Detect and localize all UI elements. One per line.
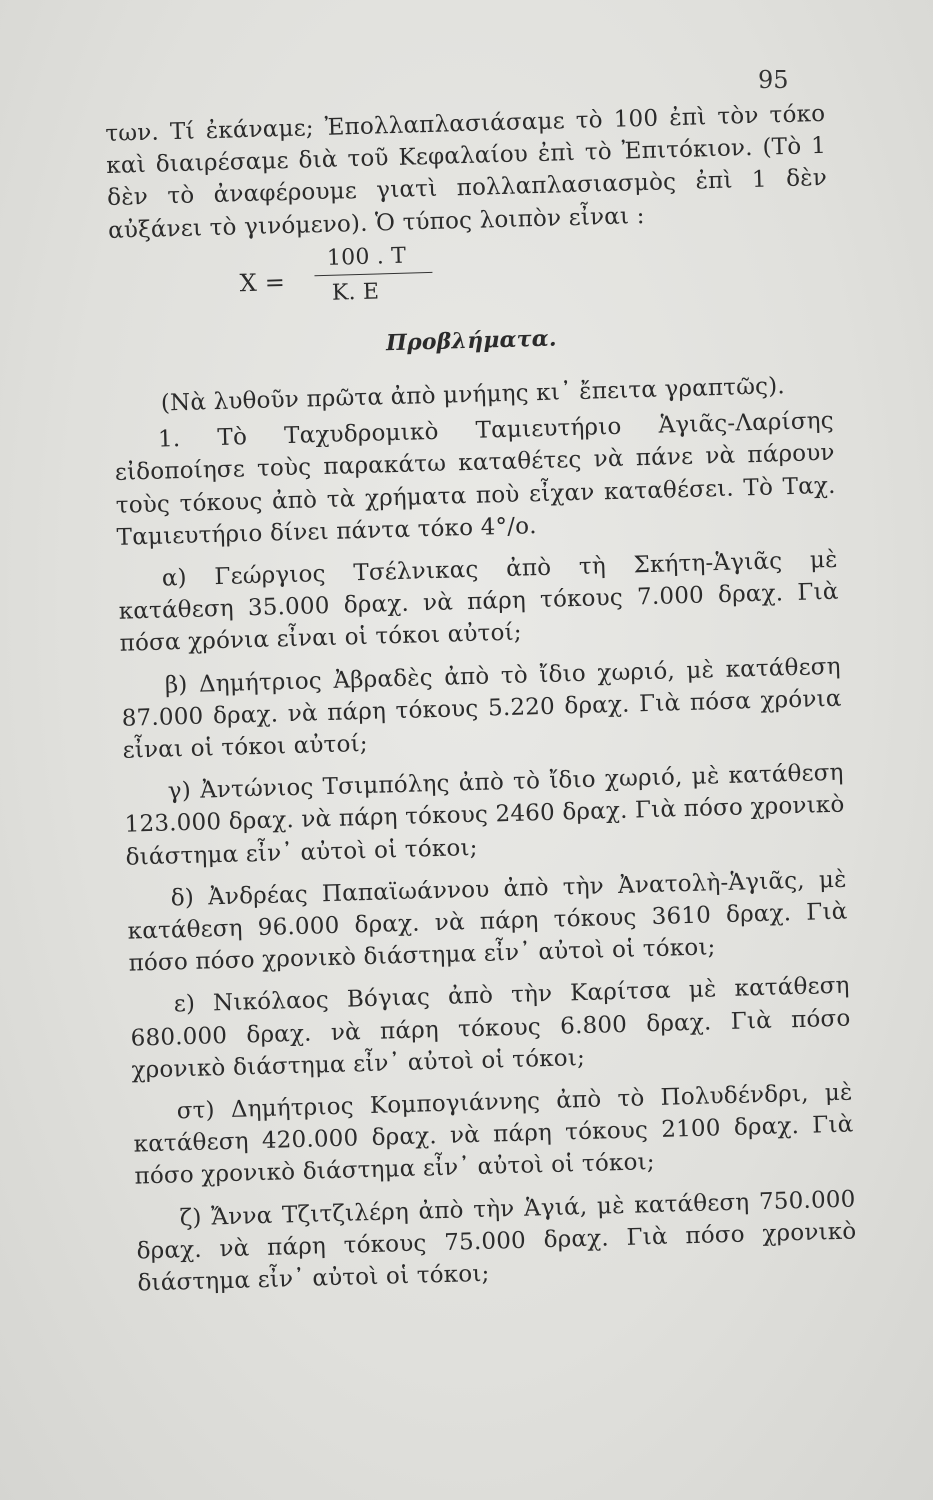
problem-e: ε) Νικόλαος Βόγιας ἀπὸ τὴν Καρίτσα μὲ κατάθεση 680.000 δραχ. νὰ πάρη τόκους 6.800 δραχ. Γιὰ πόσο χρονικὸ διάστημα εἶν᾽ αὐτοὶ οἱ τόκοι; [130, 973, 851, 1084]
section-heading: Προβλήματα. [385, 325, 558, 357]
problem-st: στ) Δημήτριος Κομπογιάννης ἀπὸ τὸ Πολυδένδρι, μὲ κατάθεση 420.000 δραχ. νὰ πάρη τόκους 2100 δραχ. Γιὰ πόσο χρονικὸ διάστημα εἶν᾽ αὐτοὶ οἱ τόκοι; [133, 1079, 854, 1191]
page-body [105, 98, 858, 1300]
problem-z: ζ) Ἄννα Τζιτζιλέρη ἀπὸ τὴν Ἁγιά, μὲ κατάθεση 750.000 δραχ. νὰ πάρη τόκους 75.000 δραχ. Γιὰ πόσο χρονικὸ διάστημα εἶν᾽ αὐτοὶ οἱ τόκοι; [136, 1186, 857, 1297]
problem-a: α) Γεώργιος Τσέλνικας ἀπὸ τὴ Σκήτη-Ἁγιᾶς μὲ κατάθεση 35.000 δραχ. νὰ πάρη τόκους 7.000 δραχ. Γιὰ πόσα χρόνια εἶναι οἱ τόκοι αὐτοί; [118, 546, 839, 658]
section-note: (Νὰ λυθοῦν πρῶτα ἀπὸ μνήμης κι᾽ ἔπειτα γραπτῶς). [160, 373, 786, 417]
formula-denominator: K. E [331, 279, 380, 306]
interest-formula [109, 233, 831, 323]
problem-c: γ) Ἀντώνιος Τσιμπόλης ἀπὸ τὸ ἴδιο χωριό, μὲ κατάθεση 123.000 δραχ. νὰ πάρη τόκους 2460 δραχ. Γιὰ πόσο χρονικὸ διάστημα εἶν᾽ αὐτοὶ οἱ τόκοι; [124, 759, 845, 871]
page-number: 95 [758, 66, 789, 94]
problem-b: β) Δημήτριος Ἀβραδὲς ἀπὸ τὸ ἴδιο χωριό, μὲ κατάθεση 87.000 δραχ. νὰ πάρη τόκους 5.220 δραχ. Γιὰ πόσα χρόνια εἶναι οἱ τόκοι αὐτοί; [121, 653, 842, 764]
formula-numerator: 100 . T [326, 243, 407, 271]
problem-d: δ) Ἀνδρέας Παπαϊωάννου ἀπὸ τὴν Ἀνατολὴ-Ἁγιᾶς, μὲ κατάθεση 96.000 δραχ. νὰ πάρη τόκους 3610 δραχ. Γιὰ πόσο πόσο χρονικὸ διάστημα εἶν᾽ αὐτοὶ οἱ τόκοι; [127, 866, 848, 977]
problem-1: 1. Τὸ Ταχυδρομικὸ Ταμιευτήριο Ἁγιᾶς-Λαρίσης εἰδοποίησε τοὺς παρακάτω καταθέτες νὰ πάνε νὰ πάρουν τοὺς τόκους ἀπὸ τὰ χρήματα ποὺ εἶχαν καταθέσει. Τὸ Ταχ. Ταμιευτήριο δίνει πάντα τόκο 4°/ο. [114, 407, 836, 551]
intro-paragraph: των. Τί ἐκάναμε; Ἐπολλαπλασιάσαμε τὸ 100 ἐπὶ τὸν τόκο καὶ διαιρέσαμε διὰ τοῦ Κεφαλαίου ἐπὶ τὸ Ἐπιτόκιον. (Τὸ 1 δὲν τὸ ἀναφέρουμε γιατὶ πολλαπλασιασμὸς ἐπὶ 1 δὲν αὐξάνει τὸ γινόμενο). Ὁ τύπος λοιπὸν εἶναι : [105, 100, 828, 244]
formula-lhs: X = [239, 267, 286, 298]
